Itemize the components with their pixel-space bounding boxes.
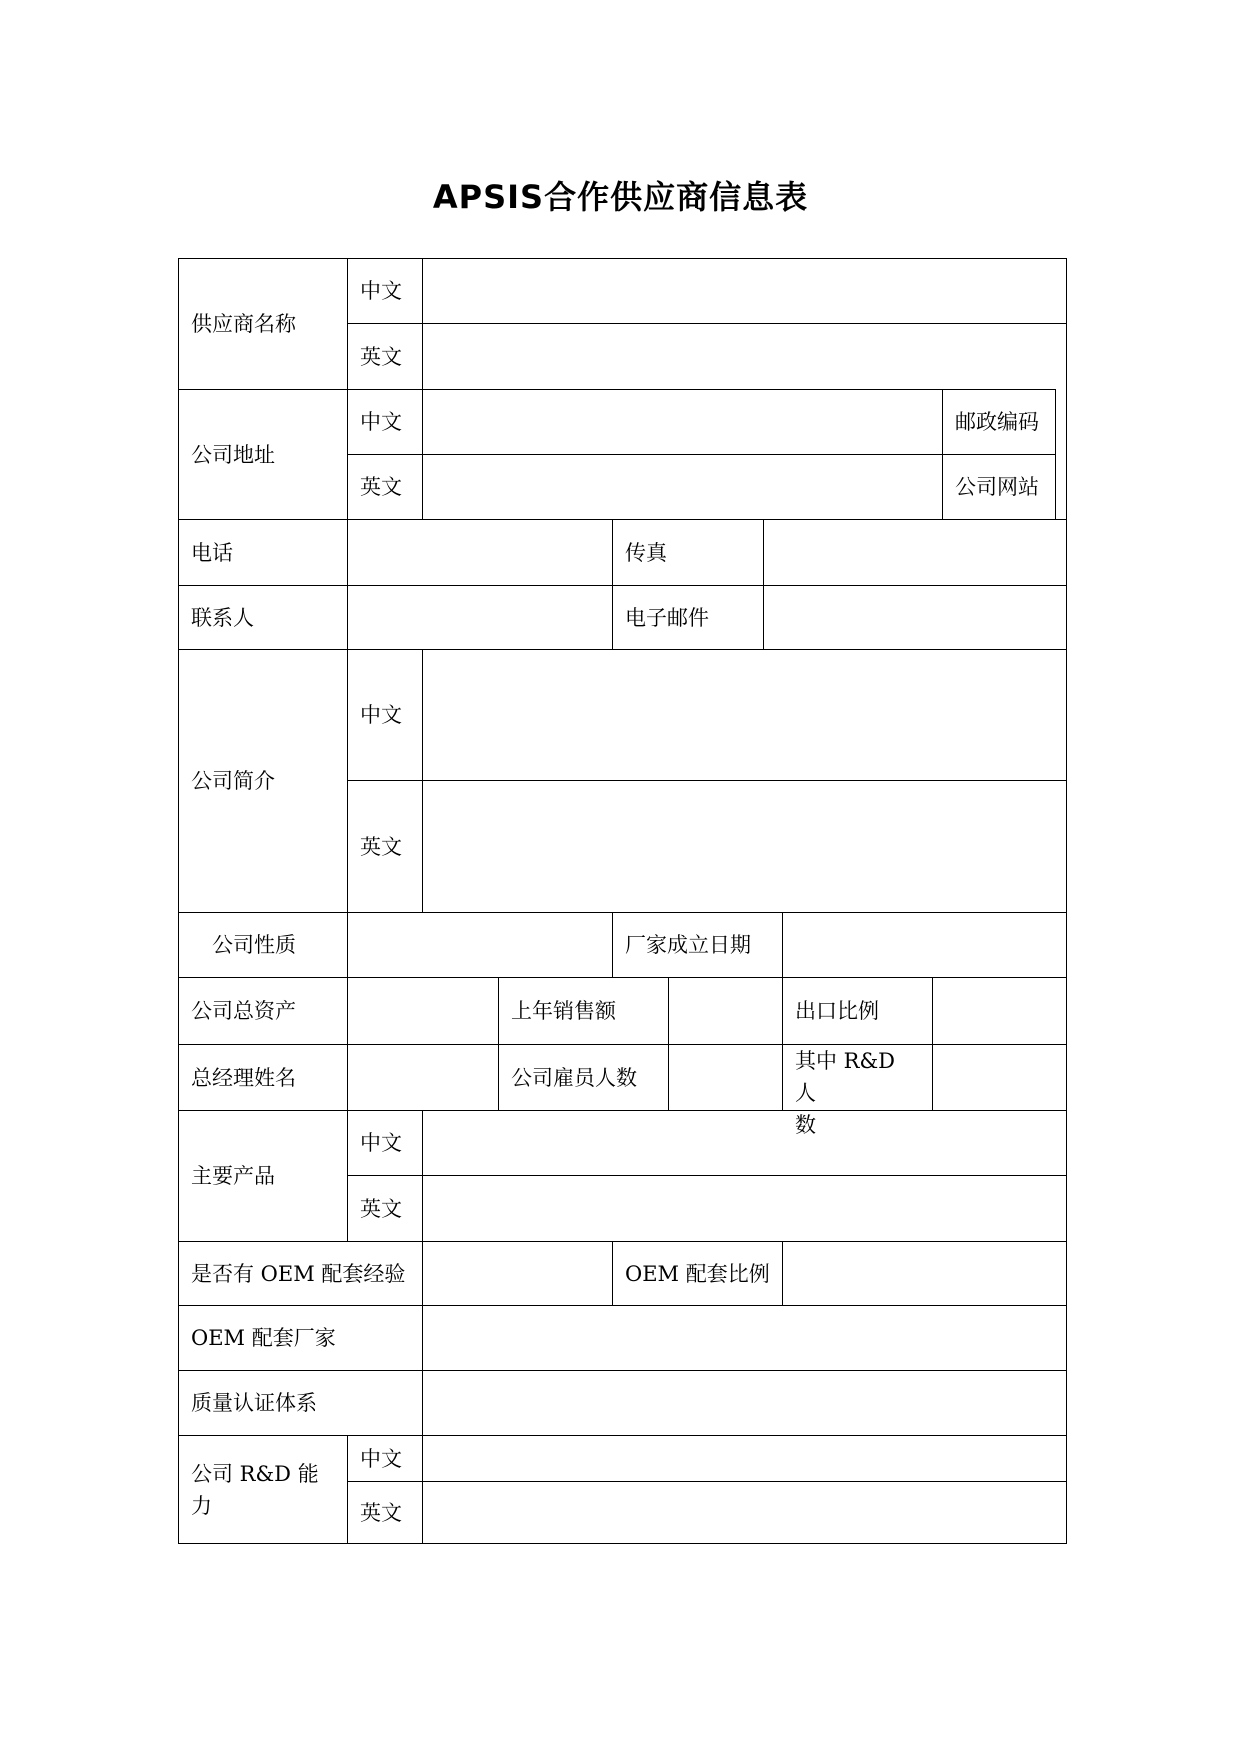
field-address-cn[interactable] bbox=[422, 389, 942, 454]
label-rd-staff-line1: 其中 R&D 人 bbox=[795, 1049, 896, 1105]
label-products-en: 英文 bbox=[347, 1175, 422, 1241]
label-company-address: 公司地址 bbox=[178, 389, 347, 519]
field-products-cn[interactable] bbox=[422, 1110, 1067, 1175]
field-oem-manufacturers[interactable] bbox=[422, 1305, 1067, 1370]
field-oem-experience[interactable] bbox=[422, 1241, 612, 1305]
field-employee-count[interactable] bbox=[668, 1044, 782, 1110]
field-company-website[interactable] bbox=[1055, 454, 1056, 519]
label-general-manager: 总经理姓名 bbox=[178, 1044, 347, 1110]
field-products-en[interactable] bbox=[422, 1175, 1067, 1241]
label-products-cn: 中文 bbox=[347, 1110, 422, 1175]
page-title: APSIS合作供应商信息表 bbox=[432, 178, 809, 216]
field-address-en[interactable] bbox=[422, 454, 942, 519]
label-company-nature: 公司性质 bbox=[178, 912, 347, 977]
label-employee-count: 公司雇员人数 bbox=[498, 1044, 668, 1110]
field-established-date[interactable] bbox=[782, 912, 1067, 977]
field-quality-certification[interactable] bbox=[422, 1370, 1067, 1435]
label-rd-capability-en: 英文 bbox=[347, 1481, 422, 1544]
field-export-ratio[interactable] bbox=[932, 977, 1067, 1044]
field-profile-en[interactable] bbox=[422, 780, 1067, 912]
field-oem-ratio[interactable] bbox=[782, 1241, 1067, 1305]
field-supplier-name-cn[interactable] bbox=[422, 258, 1067, 323]
label-last-year-sales: 上年销售额 bbox=[498, 977, 668, 1044]
field-email[interactable] bbox=[763, 585, 1067, 649]
field-supplier-name-en[interactable] bbox=[422, 323, 1067, 389]
label-supplier-name-en: 英文 bbox=[347, 323, 422, 389]
label-export-ratio: 出口比例 bbox=[782, 977, 932, 1044]
label-total-assets: 公司总资产 bbox=[178, 977, 347, 1044]
label-main-products: 主要产品 bbox=[178, 1110, 347, 1241]
field-rd-staff[interactable] bbox=[932, 1044, 1067, 1110]
label-rd-capability: 公司 R&D 能力 bbox=[178, 1435, 347, 1544]
label-email: 电子邮件 bbox=[612, 585, 763, 649]
label-supplier-name-cn: 中文 bbox=[347, 258, 422, 323]
field-general-manager[interactable] bbox=[347, 1044, 498, 1110]
field-contact-person[interactable] bbox=[347, 585, 612, 649]
label-oem-ratio: OEM 配套比例 bbox=[612, 1241, 782, 1305]
label-postal-code: 邮政编码 bbox=[942, 389, 1055, 454]
label-oem-experience: 是否有 OEM 配套经验 bbox=[178, 1241, 422, 1305]
supplier-info-table bbox=[178, 258, 1067, 1544]
field-last-year-sales[interactable] bbox=[668, 977, 782, 1044]
label-company-profile: 公司简介 bbox=[178, 649, 347, 912]
field-rd-capability-cn[interactable] bbox=[422, 1435, 1067, 1481]
label-address-cn: 中文 bbox=[347, 389, 422, 454]
label-phone: 电话 bbox=[178, 519, 347, 585]
field-profile-cn[interactable] bbox=[422, 649, 1067, 780]
label-profile-cn: 中文 bbox=[347, 649, 422, 780]
label-supplier-name: 供应商名称 bbox=[178, 258, 347, 389]
field-total-assets[interactable] bbox=[347, 977, 498, 1044]
field-rd-capability-en[interactable] bbox=[422, 1481, 1067, 1544]
label-established-date: 厂家成立日期 bbox=[612, 912, 782, 977]
label-rd-staff-line2: 数 bbox=[795, 1113, 816, 1137]
field-fax[interactable] bbox=[763, 519, 1067, 585]
label-rd-capability-cn: 中文 bbox=[347, 1435, 422, 1481]
label-contact-person: 联系人 bbox=[178, 585, 347, 649]
label-oem-manufacturers: OEM 配套厂家 bbox=[178, 1305, 422, 1370]
label-fax: 传真 bbox=[612, 519, 763, 585]
label-address-en: 英文 bbox=[347, 454, 422, 519]
label-profile-en: 英文 bbox=[347, 780, 422, 912]
field-company-nature[interactable] bbox=[347, 912, 612, 977]
label-rd-staff bbox=[782, 1044, 932, 1137]
label-quality-certification: 质量认证体系 bbox=[178, 1370, 422, 1435]
field-postal-code[interactable] bbox=[1055, 389, 1056, 454]
field-phone[interactable] bbox=[347, 519, 612, 585]
label-company-website: 公司网站 bbox=[942, 454, 1055, 519]
